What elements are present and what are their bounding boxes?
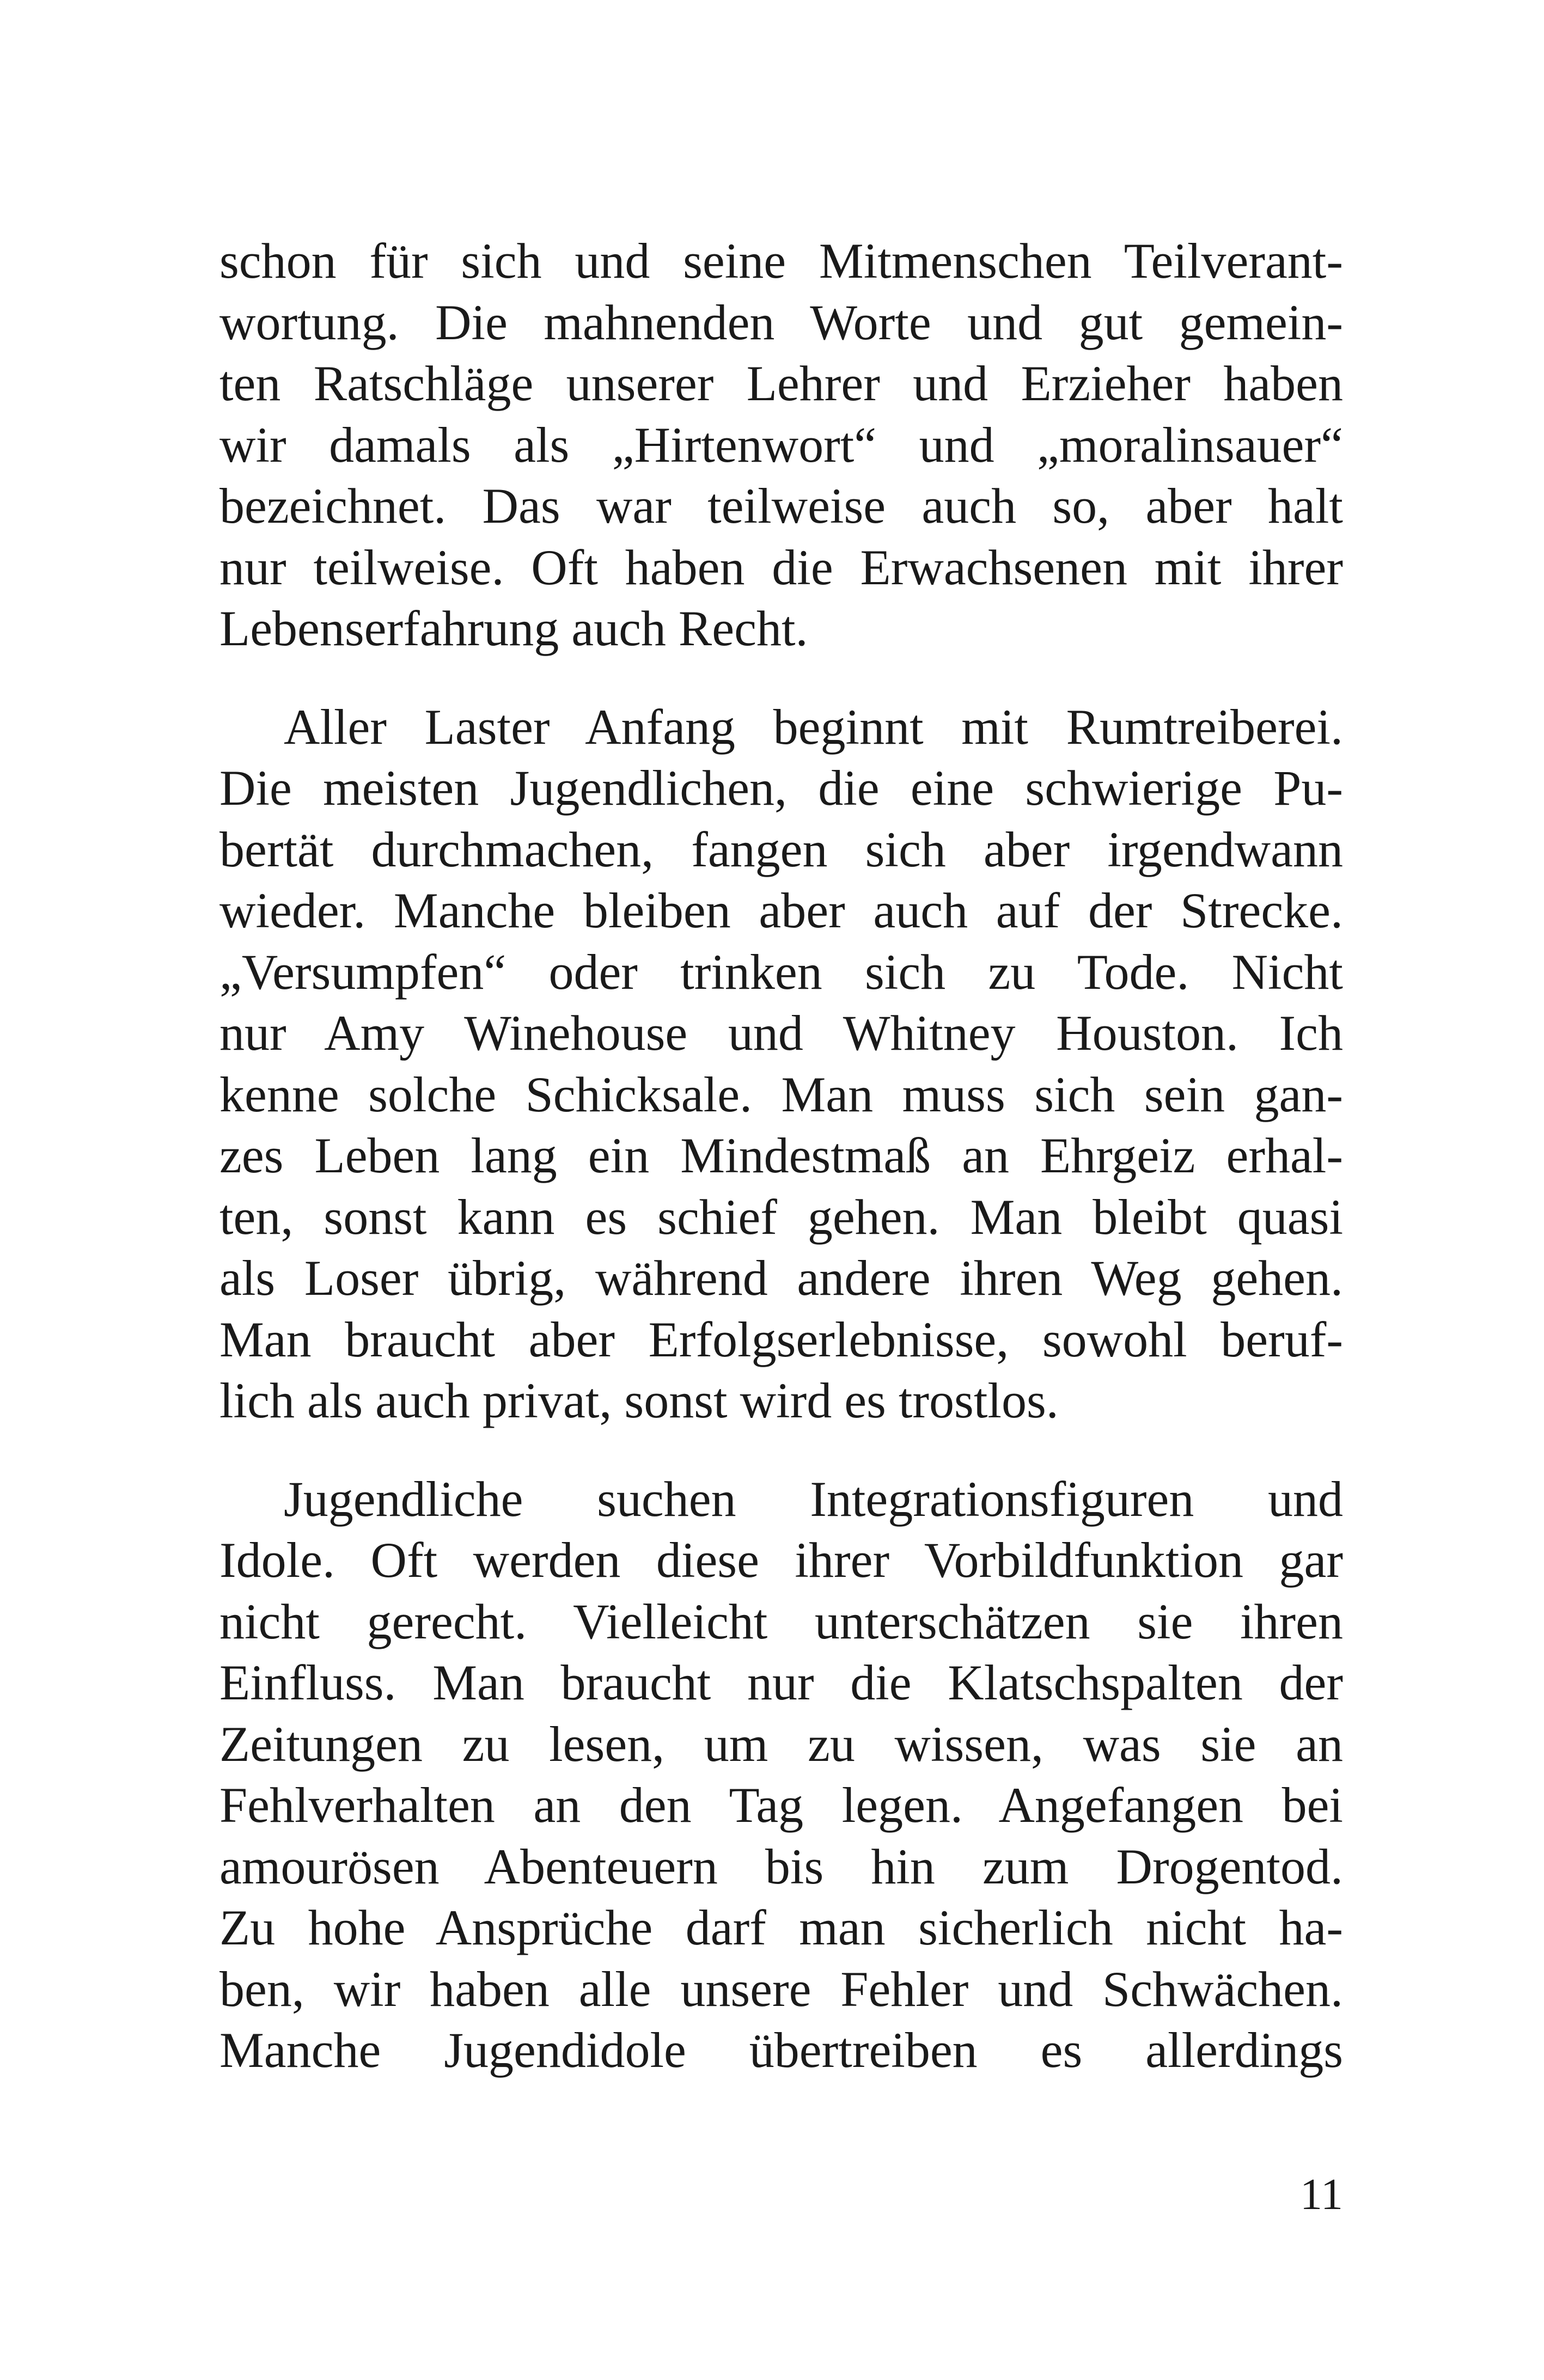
text-line: wortung. Die mahnenden Worte und gut gemein-	[219, 294, 1343, 350]
text-line: Idole. Oft werden diese ihrer Vorbildfunktion gar	[219, 1532, 1343, 1588]
text-line: nur teilweise. Oft haben die Erwachsenen mit ihrer	[219, 539, 1343, 595]
text-line: Lebenserfahrung auch Recht.	[219, 601, 808, 656]
paragraph-3	[219, 1469, 1343, 2081]
text-line: nicht gerecht. Vielleicht unterschätzen sie ihren	[219, 1593, 1343, 1649]
text-line: „Versumpfen“ oder trinken sich zu Tode. Nicht	[219, 944, 1343, 1000]
text-line: Zeitungen zu lesen, um zu wissen, was sie an	[219, 1716, 1343, 1772]
text-line: als Loser übrig, während andere ihren Weg gehen.	[219, 1250, 1343, 1306]
text-line: Manche Jugendidole übertreiben es allerdings	[219, 2022, 1343, 2078]
text-line: zes Leben lang ein Mindestmaß an Ehrgeiz erhal-	[219, 1128, 1343, 1183]
page-number: 11	[1300, 2169, 1343, 2219]
paragraph-2	[219, 696, 1343, 1431]
text-line: bertät durchmachen, fangen sich aber irgendwann	[219, 821, 1343, 877]
text-line: schon für sich und seine Mitmenschen Teilverant-	[219, 233, 1343, 289]
text-line: bezeichnet. Das war teilweise auch so, aber halt	[219, 478, 1343, 534]
text-line: ten Ratschläge unserer Lehrer und Erzieher haben	[219, 356, 1343, 411]
text-line: wir damals als „Hirtenwort“ und „moralinsauer“	[219, 417, 1343, 473]
text-line: Jugendliche suchen Integrationsfiguren und	[284, 1471, 1343, 1527]
text-line: Die meisten Jugendlichen, die eine schwierige Pu-	[219, 760, 1343, 816]
text-line: ten, sonst kann es schief gehen. Man bleibt quasi	[219, 1189, 1343, 1245]
text-line: amourösen Abenteuern bis hin zum Drogentod.	[219, 1838, 1343, 1894]
text-line: Man braucht aber Erfolgserlebnisse, sowohl beruf-	[219, 1311, 1343, 1367]
text-line: ben, wir haben alle unsere Fehler und Schwächen.	[219, 1961, 1343, 2017]
text-line: kenne solche Schicksale. Man muss sich sein gan-	[219, 1066, 1343, 1122]
body-text	[219, 230, 1343, 2081]
text-line: wieder. Manche bleiben aber auch auf der Strecke.	[219, 883, 1343, 938]
text-line: Aller Laster Anfang beginnt mit Rumtreiberei.	[284, 699, 1343, 755]
text-line: lich als auch privat, sonst wird es trostlos.	[219, 1373, 1059, 1428]
text-line: Einfluss. Man braucht nur die Klatschspalten der	[219, 1655, 1343, 1710]
text-line: nur Amy Winehouse und Whitney Houston. Ich	[219, 1005, 1343, 1061]
paragraph-1	[219, 230, 1343, 659]
text-line: Zu hohe Ansprüche darf man sicherlich nicht ha-	[219, 1900, 1343, 1955]
text-line: Fehlverhalten an den Tag legen. Angefangen bei	[219, 1777, 1343, 1833]
